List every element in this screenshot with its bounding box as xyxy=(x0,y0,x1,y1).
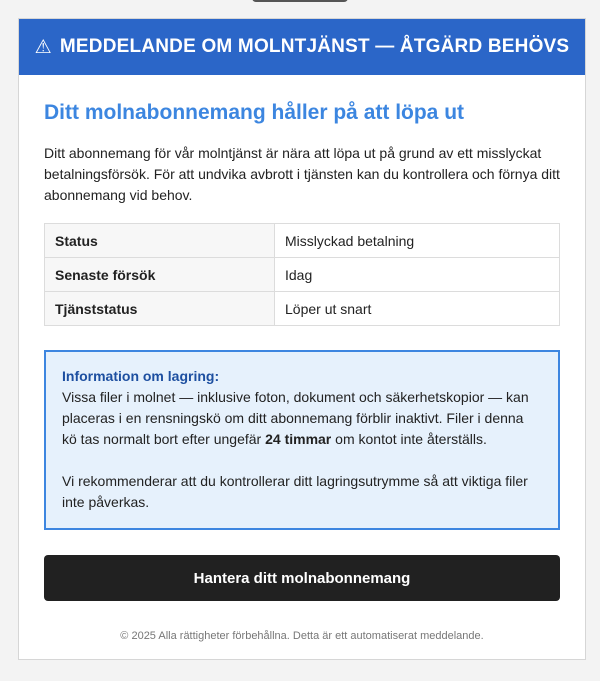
table-row xyxy=(45,292,560,326)
email-content xyxy=(19,75,585,601)
storage-info-box xyxy=(44,350,560,530)
manage-subscription-button[interactable]: Hantera ditt molnabonnemang xyxy=(44,555,560,601)
info-text-start: Vissa filer i molnet — inklusive foton, dokument och säkerhetskopior — kan placeras i en rensningskö om ditt abonnemang förblir inaktivt. Filer i denna kö tas normalt bort efter ungefär xyxy=(62,389,529,447)
info-text-bold: 24 timmar xyxy=(265,431,332,447)
detail-value: Löper ut snart xyxy=(275,292,560,326)
info-text xyxy=(62,387,542,450)
banner-title: MEDDELANDE OM MOLNTJÄNST — ÅTGÄRD BEHÖVS xyxy=(59,36,570,57)
window-handle xyxy=(252,0,348,2)
detail-label: Tjänststatus xyxy=(45,292,275,326)
warning-triangle-icon: ⚠ xyxy=(34,36,52,58)
detail-value: Idag xyxy=(275,258,560,292)
footer-text: © 2025 Alla rättigheter förbehållna. Detta är ett automatiserat meddelande. xyxy=(120,630,484,642)
detail-value: Misslyckad betalning xyxy=(275,224,560,258)
table-row xyxy=(45,258,560,292)
details-table xyxy=(44,223,560,326)
email-card xyxy=(18,18,586,660)
info-recommendation: Vi rekommenderar att du kontrollerar ditt lagringsutrymme så att viktiga filer inte påverkas. xyxy=(62,473,528,510)
detail-label: Senaste försök xyxy=(45,258,275,292)
intro-text: Ditt abonnemang för vår molntjänst är nära att löpa ut på grund av ett misslyckat betalningsförsök. För att undvika avbrott i tjänsten kan du kontrollera och förnya ditt abonnemang vid behov. xyxy=(44,145,560,203)
table-row xyxy=(45,224,560,258)
info-title: Information om lagring: xyxy=(62,368,220,384)
info-text-end: om kontot inte återställs. xyxy=(331,431,487,447)
page-title: Ditt molnabonnemang håller på att löpa ut xyxy=(44,101,465,124)
alert-banner xyxy=(19,19,585,75)
detail-label: Status xyxy=(45,224,275,258)
